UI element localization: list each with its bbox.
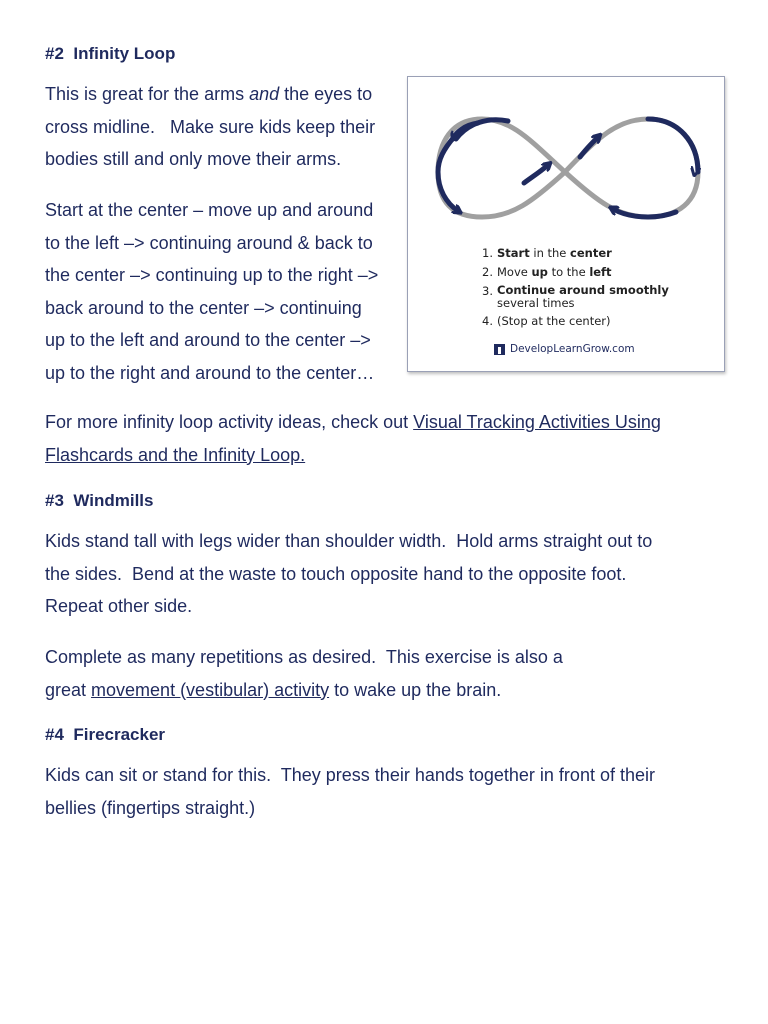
text-run: For more infinity loop activity ideas, check out <box>45 412 414 432</box>
text-line: Repeat other side. <box>45 596 193 616</box>
instruction-step-4 <box>482 313 722 329</box>
text-line: Kids can sit or stand for this. They press their hands together in front of their <box>45 765 655 785</box>
text-line: Complete as many repetitions as desired. This exercise is also a <box>45 647 563 667</box>
text-run: This is great for the arms <box>45 84 250 104</box>
text-line: back around to the center –> continuing <box>45 297 362 318</box>
brand-credit <box>494 343 635 355</box>
text-line: cross midline. Make sure kids keep their <box>45 116 376 137</box>
step-text: Start in the center <box>497 246 612 260</box>
instruction-step-2 <box>482 264 722 280</box>
text-line: up to the left and around to the center –> <box>45 330 371 350</box>
section-heading-windmills: #3 Windmills <box>45 491 154 510</box>
infinity-loop-figure <box>407 76 725 372</box>
text-run: great <box>45 679 92 700</box>
step-number: 3. <box>482 284 493 298</box>
step-text: (Stop at the center) <box>497 314 611 328</box>
text-line <box>45 406 725 439</box>
text-run: the eyes to <box>279 84 373 104</box>
vestibular-activity-link[interactable]: movement (vestibular) activity <box>91 679 330 700</box>
step-text: Move up to the left <box>497 265 612 279</box>
text-line: bellies (fingertips straight.) <box>45 797 256 818</box>
step-number: 1. <box>482 246 493 260</box>
text-line: to the left –> continuing around & back to <box>45 232 373 253</box>
tree-icon <box>494 344 505 355</box>
text-run: to wake up the brain. <box>329 679 502 700</box>
text-line: the center –> continuing up to the right –> <box>45 265 379 285</box>
infinity-more-ideas-paragraph <box>45 406 725 471</box>
section-heading-infinity-loop: #2 Infinity Loop <box>45 44 176 63</box>
infinity-steps-paragraph <box>45 194 405 389</box>
brand-name: DevelopLearnGrow.com <box>510 343 635 355</box>
windmills-repetitions-paragraph <box>45 641 725 706</box>
infinity-intro-paragraph <box>45 78 405 176</box>
step-number: 2. <box>482 265 493 279</box>
text-line: bodies still and only move their arms. <box>45 149 342 169</box>
emphasis-text: and <box>249 84 280 104</box>
instruction-step-3 <box>482 283 722 310</box>
text-line: Start at the center – move up and around <box>45 200 374 220</box>
text-line <box>45 78 405 111</box>
instruction-step-1 <box>482 245 722 261</box>
windmills-paragraph <box>45 525 725 623</box>
step-text: Continue around smoothly several times <box>497 283 669 310</box>
text-line: the sides. Bend at the waste to touch opposite hand to the opposite foot. <box>45 563 627 584</box>
visual-tracking-link[interactable]: Visual Tracking Activities Using <box>413 412 661 432</box>
text-line: Kids stand tall with legs wider than shoulder width. Hold arms straight out to <box>45 531 653 551</box>
step-number: 4. <box>482 314 493 328</box>
text-line: up to the right and around to the center… <box>45 362 375 383</box>
text-line <box>45 439 725 472</box>
text-line <box>45 674 725 707</box>
section-heading-firecracker: #4 Firecracker <box>45 725 166 744</box>
instruction-list <box>482 245 722 332</box>
firecracker-paragraph <box>45 759 725 824</box>
visual-tracking-link-continued[interactable]: Flashcards and the Infinity Loop. <box>45 444 306 465</box>
